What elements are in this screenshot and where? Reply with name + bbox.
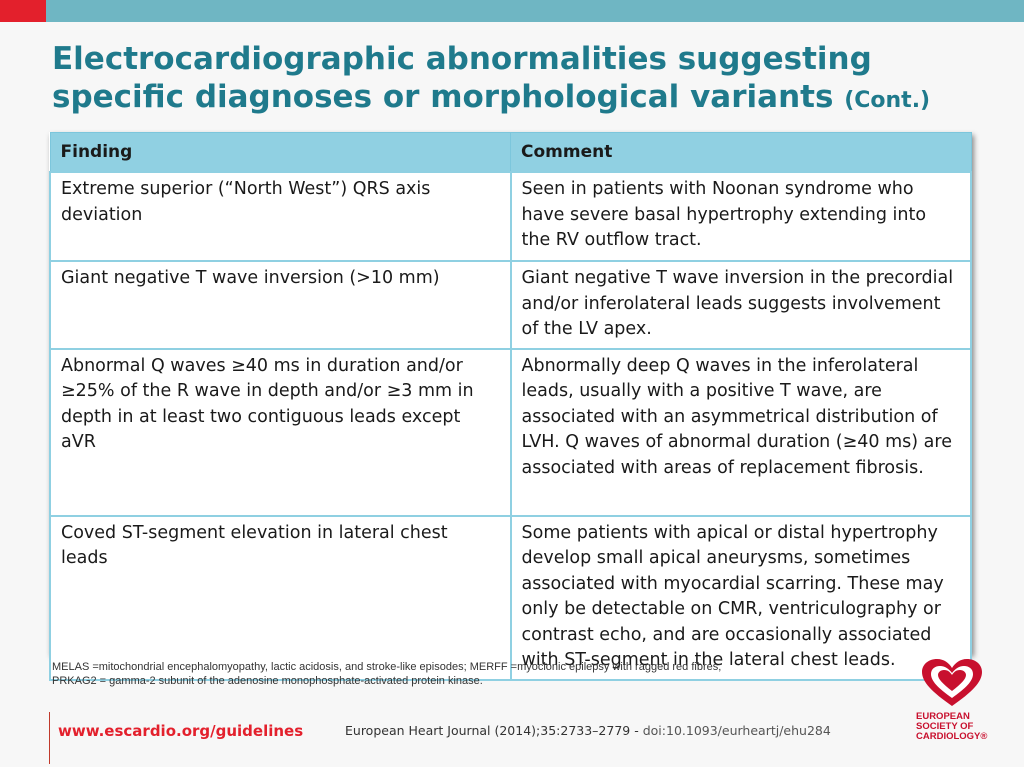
footer-divider bbox=[49, 712, 50, 764]
journal-citation bbox=[345, 723, 831, 738]
title-suffix: (Cont.) bbox=[844, 88, 931, 113]
finding-cell: Abnormal Q waves ≥40 ms in duration and/or ≥25% of the R wave in depth and/or ≥3 mm in depth in at least two contiguous leads except aVR bbox=[50, 349, 511, 516]
finding-cell: Extreme superior (“North West”) QRS axis deviation bbox=[50, 172, 511, 261]
footnote-line-2: PRKAG2 = gamma-2 subunit of the adenosine monophosphate-activated protein kinase. bbox=[52, 675, 483, 687]
title-line-1: Electrocardiographic abnormalities suggesting bbox=[52, 41, 872, 77]
logo-line-3: CARDIOLOGY® bbox=[916, 731, 988, 742]
heart-logo-icon bbox=[916, 658, 988, 710]
logo-text bbox=[916, 712, 988, 742]
citation-text: European Heart Journal (2014);35:2733–2779 - bbox=[345, 723, 639, 738]
slide-title bbox=[52, 40, 1012, 120]
findings-table bbox=[49, 132, 972, 681]
header-finding: Finding bbox=[50, 133, 511, 173]
table-row bbox=[50, 349, 971, 516]
logo-line-1: EUROPEAN bbox=[916, 711, 970, 722]
comment-cell: Giant negative T wave inversion in the precordial and/or inferolateral leads suggests involvement of the LV apex. bbox=[511, 261, 972, 349]
comment-cell: Seen in patients with Noonan syndrome who have severe basal hypertrophy extending into the RV outflow tract. bbox=[511, 172, 972, 261]
top-red-block bbox=[0, 0, 46, 22]
comment-cell: Some patients with apical or distal hypertrophy develop small apical aneurysms, sometimes associated with myocardial scarring. These may only be detectable on CMR, ventriculography or contrast echo, and are occasionally associated with ST-segment in the lateral chest leads. bbox=[511, 516, 972, 680]
top-accent-bar bbox=[0, 0, 1024, 22]
table-row bbox=[50, 172, 971, 261]
footnote-line-1: MELAS =mitochondrial encephalomyopathy, lactic acidosis, and stroke-like episodes; MERFF =myoclonic epilepsy with ragged red fibres; bbox=[52, 661, 722, 673]
table-header-row bbox=[50, 133, 971, 173]
finding-cell: Giant negative T wave inversion (>10 mm) bbox=[50, 261, 511, 349]
esc-logo bbox=[916, 658, 988, 758]
comment-cell: Abnormally deep Q waves in the inferolateral leads, usually with a positive T wave, are associated with an asymmetrical distribution of LVH. Q waves of abnormal duration (≥40 ms) are associated with areas of replacement fibrosis. bbox=[511, 349, 972, 516]
table-row bbox=[50, 261, 971, 349]
header-comment: Comment bbox=[511, 133, 972, 173]
guidelines-link[interactable]: www.escardio.org/guidelines bbox=[58, 722, 304, 740]
abbreviations-footnote bbox=[52, 660, 912, 688]
title-line-2: specific diagnoses or morphological variants bbox=[52, 79, 834, 115]
logo-line-2: SOCIETY OF bbox=[916, 721, 974, 732]
table-row bbox=[50, 516, 971, 680]
doi-text: doi:10.1093/eurheartj/ehu284 bbox=[642, 723, 831, 738]
finding-cell: Coved ST-segment elevation in lateral chest leads bbox=[50, 516, 511, 680]
